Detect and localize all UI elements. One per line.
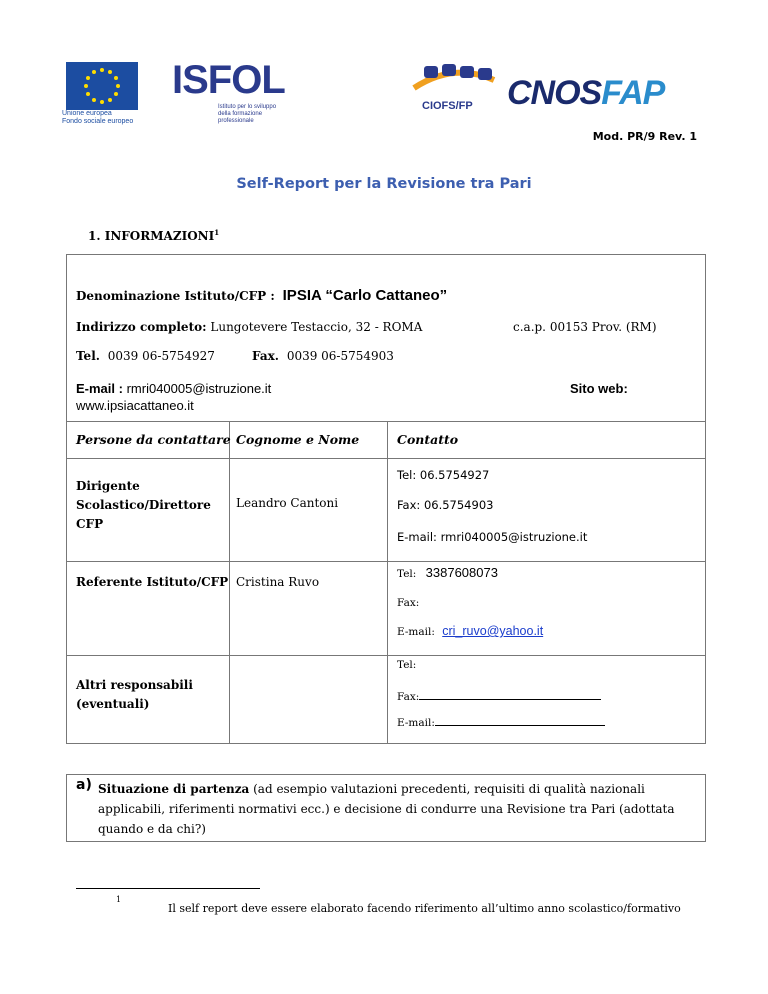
footnote-text: Il self report deve essere elaborato facendo riferimento all’ultimo anno scolastico/formativo (168, 902, 681, 915)
header-contatto: Contatto (397, 432, 459, 447)
tel-dirigente: Tel: 06.5754927 (397, 468, 490, 482)
fax-referente: Fax: (397, 597, 420, 609)
role-altri: Altri responsabili (eventuali) (76, 678, 193, 711)
fax-row: Fax. 0039 06-5754903 (252, 349, 394, 363)
name-referente: Cristina Ruvo (236, 575, 320, 589)
name-dirigente: Leandro Cantoni (236, 496, 339, 510)
blank-line (435, 715, 605, 726)
page-title: Self-Report per la Revisione tra Pari (236, 176, 532, 192)
email-altri: E-mail: (397, 715, 605, 729)
section-a-text: Situazione di partenza (ad esempio valutazioni precedenti, requisiti di qualità nazionali applicabili, riferimenti normativi ecc.) e decisione di condurre una Revisione tra Pari (adottata quando e da chi?) (98, 782, 675, 836)
isfol-logo: ISFOL Istituto per lo sviluppo della formazione professionale (172, 58, 285, 124)
role-referente: Referente Istituto/CFP (76, 575, 229, 589)
role-dirigente: Dirigente Scolastico/Direttore CFP (76, 479, 211, 531)
institute-name: IPSIA “Carlo Cattaneo” (282, 287, 448, 304)
header-persone: Persone da contattare (76, 432, 231, 447)
indirizzo-row: Indirizzo completo: Lungotevere Testaccio, 32 - ROMA (76, 320, 423, 334)
email-referente: E-mail: cri_ruvo@yahoo.it (397, 624, 544, 638)
fax-altri: Fax: (397, 689, 601, 703)
email-link-referente[interactable]: cri_ruvo@yahoo.it (442, 624, 544, 638)
footnote-number: 1 (116, 895, 122, 904)
tel-referente: Tel: 3387608073 (397, 565, 498, 580)
footnote-ref: 1 (214, 228, 220, 237)
cnos-fap-logo: CNOSFAP (507, 74, 665, 112)
web-value: www.ipsiacattaneo.it (76, 398, 194, 413)
institute-info-box (66, 254, 706, 422)
header-cognome-nome: Cognome e Nome (236, 432, 360, 447)
footnote-separator (76, 888, 260, 889)
cap-prov: c.a.p. 00153 Prov. (RM) (513, 320, 657, 334)
section-heading: 1. INFORMAZIONI$^1$ (88, 228, 220, 243)
tel-altri: Tel: (397, 659, 417, 671)
email-dirigente: E-mail: rmri040005@istruzione.it (397, 530, 588, 544)
eu-logo-caption: Unione europea Fondo sociale europeo (62, 110, 134, 125)
web-label: Sito web: (570, 381, 628, 396)
denominazione-row: Denominazione Istituto/CFP : IPSIA “Carlo Cattaneo” (76, 287, 448, 304)
eu-flag-logo (66, 62, 138, 110)
tel-row: Tel. 0039 06-5754927 (76, 349, 215, 363)
fax-dirigente: Fax: 06.5754903 (397, 498, 494, 512)
document-code: Mod. PR/9 Rev. 1 (592, 130, 697, 143)
section-a-marker: a) (76, 777, 92, 793)
ciofs-logo: CIOFS/FP (408, 58, 500, 118)
email-row: E-mail : rmri040005@istruzione.it (76, 381, 272, 396)
blank-line (419, 689, 601, 700)
